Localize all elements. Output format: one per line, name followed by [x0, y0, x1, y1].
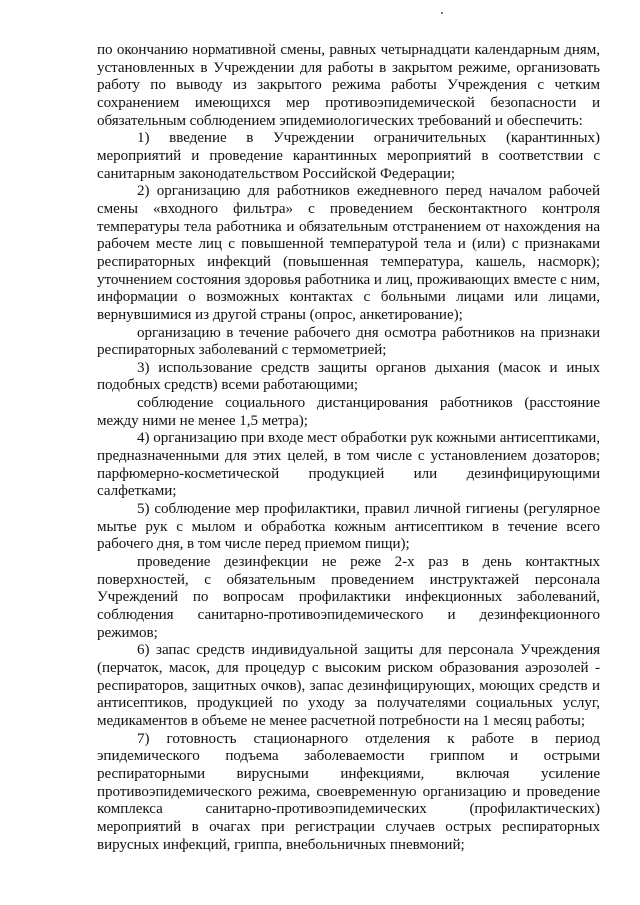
paragraph-item-1: 1) введение в Учреждении ограничительных (карантинных) мероприятий и проведение карантинных мероприятий в соответствии с санитарным законодательством Российской Федерации;	[97, 130, 600, 182]
scan-speck	[441, 12, 443, 14]
paragraph-item-2-continued: организацию в течение рабочего дня осмотра работников на признаки респираторных заболеваний с термометрией;	[97, 324, 600, 359]
paragraph-item-3: 3) использование средств защиты органов дыхания (масок и иных подобных средств) всеми работающими;	[97, 359, 600, 394]
paragraph-item-5: 5) соблюдение мер профилактики, правил личной гигиены (регулярное мытье рук с мылом и обработка кожным антисептиком в течение всего рабочего дня, в том числе перед приемом пищи);	[97, 501, 600, 553]
document-body	[97, 42, 600, 854]
paragraph-item-2: 2) организацию для работников ежедневного перед началом рабочей смены «входного фильтра» с проведением бесконтактного контроля температуры тела работника и обязательным отстранением от нахождения на рабочем месте лиц с повышенной температурой тела и (или) с признаками респираторных инфекций (повышенная температура, кашель, насморк); уточнением состояния здоровья работника и лиц, проживающих вместе с ним, информации о возможных контактах с больными лицами или лицами, вернувшимися из другой страны (опрос, анкетирование);	[97, 183, 600, 323]
paragraph-item-3-continued: соблюдение социального дистанцирования работников (расстояние между ними не менее 1,5 метра);	[97, 395, 600, 429]
paragraph-intro: по окончанию нормативной смены, равных четырнадцати календарным дням, установленных в Учреждении для работы в закрытом режиме, организовать работу по выводу из закрытого режима работы Учреждения с четким сохранением имеющихся мер противоэпидемической безопасности и обязательным соблюдением эпидемиологических требований и обеспечить:	[97, 42, 600, 129]
paragraph-item-7: 7) готовность стационарного отделения к работе в период эпидемического подъема заболеваемости гриппом и острыми респираторными вирусными инфекциями, включая усиление противоэпидемического режима, своевременную организацию и проведение комплекса санитарно-противоэпидемических (профилактических) мероприятий в очагах при регистрации случаев острых респираторных вирусных инфекций, гриппа, внебольничных пневмоний;	[97, 730, 600, 853]
paragraph-item-5-continued: проведение дезинфекции не реже 2-х раз в день контактных поверхностей, с обязательным проведением инструктажей персонала Учреждений по вопросам профилактики инфекционных заболеваний, соблюдения санитарно-противоэпидемического и дезинфекционного режимов;	[97, 554, 600, 641]
paragraph-item-4: 4) организацию при входе мест обработки рук кожными антисептиками, предназначенными для этих целей, в том числе с установлением дозаторов; парфюмерно-косметической продукцией или дезинфицирующими салфетками;	[97, 430, 600, 500]
paragraph-item-6: 6) запас средств индивидуальной защиты для персонала Учреждения (перчаток, масок, для процедур с высоким риском образования аэрозолей - респираторов, защитных очков), запас дезинфицирующих, моющих средств и антисептиков, продукцией по уходу за получателями социальных услуг, медикаментов в объеме не менее расчетной потребности на 1 месяц работы;	[97, 642, 600, 729]
